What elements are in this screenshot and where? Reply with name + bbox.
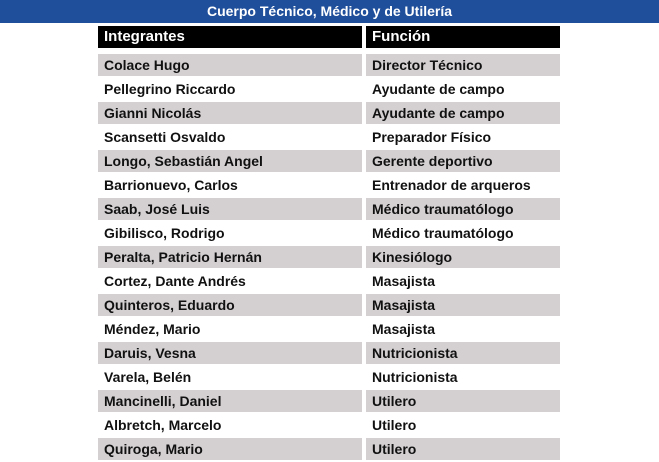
member-role: Utilero xyxy=(366,414,560,436)
table-row xyxy=(98,150,560,172)
member-name: Peralta, Patricio Hernán xyxy=(98,246,362,268)
table-row xyxy=(98,78,560,100)
member-name: Cortez, Dante Andrés xyxy=(98,270,362,292)
table-body xyxy=(98,54,560,460)
member-role: Masajista xyxy=(366,294,560,316)
member-role: Ayudante de campo xyxy=(366,78,560,100)
member-role: Director Técnico xyxy=(366,54,560,76)
member-name: Barrionuevo, Carlos xyxy=(98,174,362,196)
table-row xyxy=(98,342,560,364)
member-role: Nutricionista xyxy=(366,366,560,388)
member-role: Utilero xyxy=(366,390,560,412)
member-role: Masajista xyxy=(366,270,560,292)
table-row xyxy=(98,294,560,316)
member-name: Gibilisco, Rodrigo xyxy=(98,222,362,244)
table-row xyxy=(98,102,560,124)
member-name: Quiroga, Mario xyxy=(98,438,362,460)
member-name: Albretch, Marcelo xyxy=(98,414,362,436)
member-name: Colace Hugo xyxy=(98,54,362,76)
member-role: Médico traumatólogo xyxy=(366,222,560,244)
member-role: Nutricionista xyxy=(366,342,560,364)
member-role: Ayudante de campo xyxy=(366,102,560,124)
member-role: Entrenador de arqueros xyxy=(366,174,560,196)
member-role: Gerente deportivo xyxy=(366,150,560,172)
table-row xyxy=(98,318,560,340)
member-name: Scansetti Osvaldo xyxy=(98,126,362,148)
table-row xyxy=(98,198,560,220)
member-name: Pellegrino Riccardo xyxy=(98,78,362,100)
page-title: Cuerpo Técnico, Médico y de Utilería xyxy=(0,0,659,23)
table-row xyxy=(98,54,560,76)
staff-table xyxy=(98,26,560,462)
member-name: Gianni Nicolás xyxy=(98,102,362,124)
member-name: Saab, José Luis xyxy=(98,198,362,220)
member-name: Longo, Sebastián Angel xyxy=(98,150,362,172)
table-row xyxy=(98,246,560,268)
table-row xyxy=(98,414,560,436)
member-role: Utilero xyxy=(366,438,560,460)
table-row xyxy=(98,438,560,460)
table-header xyxy=(98,26,560,48)
member-name: Quinteros, Eduardo xyxy=(98,294,362,316)
member-role: Preparador Físico xyxy=(366,126,560,148)
table-row xyxy=(98,270,560,292)
member-name: Méndez, Mario xyxy=(98,318,362,340)
table-row xyxy=(98,222,560,244)
header-integrantes: Integrantes xyxy=(98,26,362,48)
member-role: Kinesiólogo xyxy=(366,246,560,268)
table-row xyxy=(98,174,560,196)
table-row xyxy=(98,126,560,148)
member-name: Mancinelli, Daniel xyxy=(98,390,362,412)
header-funcion: Función xyxy=(366,26,560,48)
table-row xyxy=(98,366,560,388)
member-role: Médico traumatólogo xyxy=(366,198,560,220)
member-role: Masajista xyxy=(366,318,560,340)
member-name: Varela, Belén xyxy=(98,366,362,388)
table-row xyxy=(98,390,560,412)
member-name: Daruis, Vesna xyxy=(98,342,362,364)
